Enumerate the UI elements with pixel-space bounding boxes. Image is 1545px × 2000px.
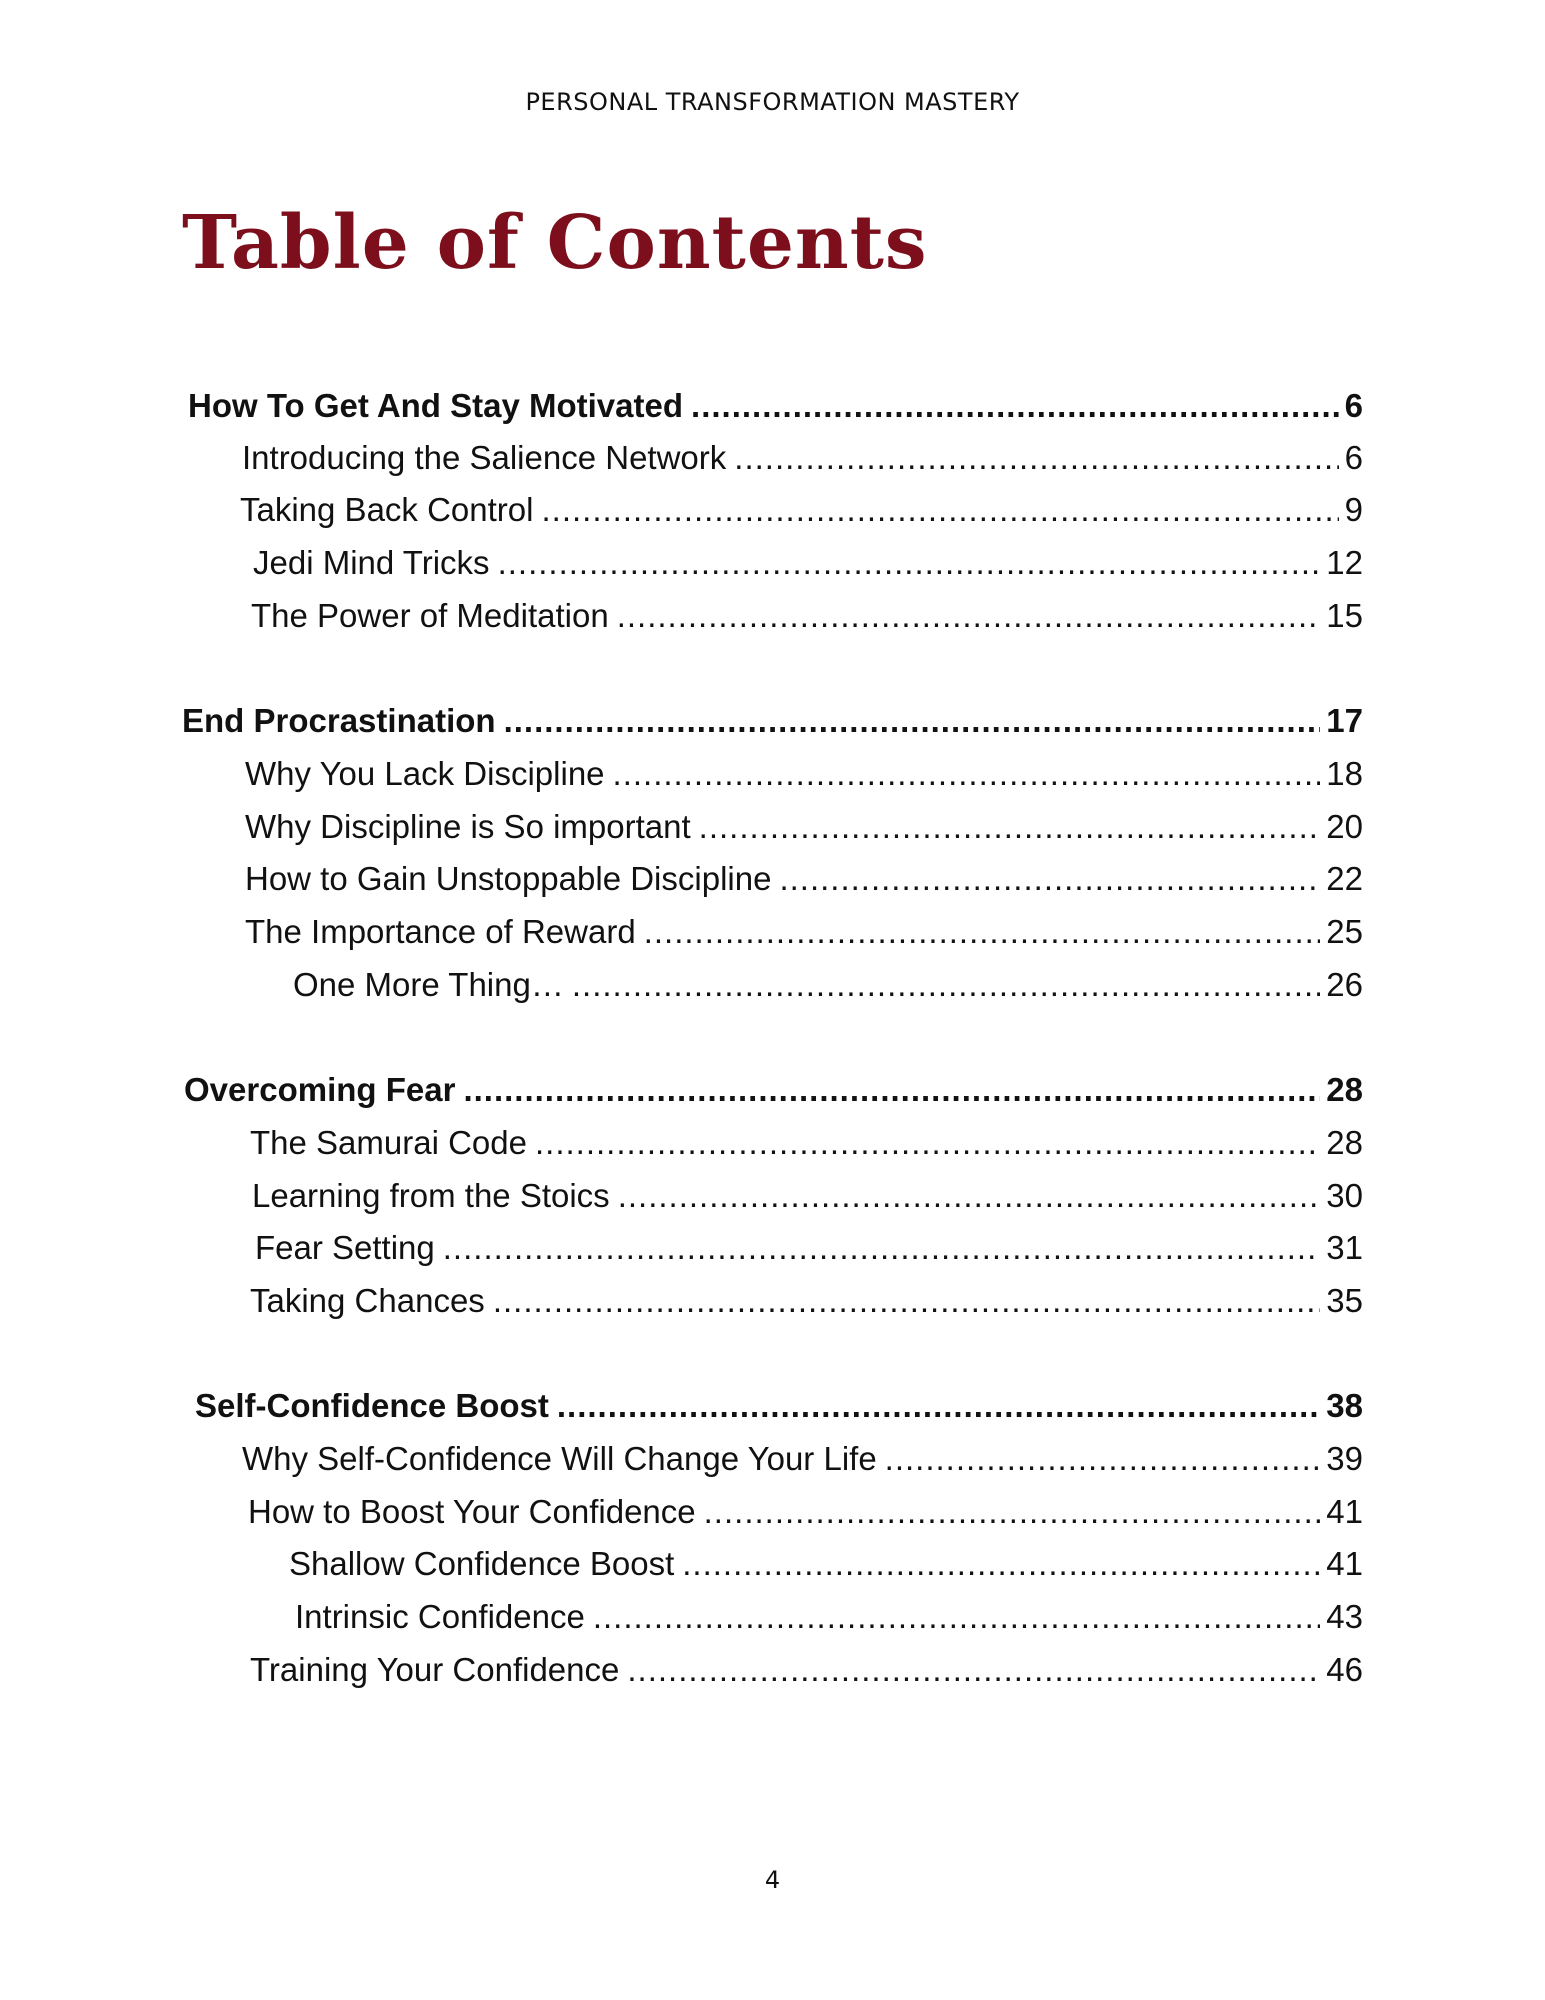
toc-entry-title: Jedi Mind Tricks <box>253 544 490 581</box>
toc-leader-dots <box>493 1275 1320 1327</box>
toc-leader-dots <box>613 748 1321 800</box>
toc-entry[interactable] <box>245 801 1363 853</box>
toc-entry-page: 43 <box>1326 1598 1363 1635</box>
toc-leader-dots <box>593 1591 1320 1643</box>
toc-entry[interactable] <box>195 1380 1363 1432</box>
toc-entry[interactable] <box>253 537 1363 589</box>
toc-entry-title: Self-Confidence Boost <box>195 1387 549 1424</box>
toc-entry-page: 26 <box>1326 966 1363 1003</box>
toc-leader-dots <box>535 1117 1320 1169</box>
toc-entry-page: 25 <box>1326 913 1363 950</box>
toc-entry[interactable] <box>242 1433 1363 1485</box>
toc-entry-page: 41 <box>1326 1493 1363 1530</box>
toc-leader-dots <box>779 853 1320 905</box>
toc-entry-title: Training Your Confidence <box>250 1651 620 1688</box>
toc-entry[interactable] <box>250 1275 1363 1327</box>
toc-entry[interactable] <box>250 1117 1363 1169</box>
toc-leader-dots <box>627 1644 1320 1696</box>
toc-entry-title: Learning from the Stoics <box>252 1177 610 1214</box>
toc-entry-title: How To Get And Stay Motivated <box>188 387 684 424</box>
toc-entry-title: Why Discipline is So important <box>245 808 691 845</box>
toc-leader-dots <box>463 1064 1320 1116</box>
toc-entry[interactable] <box>242 432 1363 484</box>
toc-leader-dots <box>617 590 1321 642</box>
toc-leader-dots <box>704 1486 1321 1538</box>
toc-leader-dots <box>498 537 1321 589</box>
toc-entry-title: Taking Back Control <box>240 491 534 528</box>
toc-entry[interactable] <box>245 906 1363 958</box>
toc-entry-title: The Importance of Reward <box>245 913 636 950</box>
page-title: Table of Contents <box>182 200 928 286</box>
toc-entry[interactable] <box>240 484 1363 536</box>
toc-entry-page: 17 <box>1326 702 1363 739</box>
toc-entry-page: 15 <box>1326 597 1363 634</box>
toc-leader-dots <box>682 1538 1320 1590</box>
toc-leader-dots <box>734 432 1338 484</box>
toc-entry[interactable] <box>295 1591 1363 1643</box>
toc-leader-dots <box>691 380 1339 432</box>
toc-entry[interactable] <box>255 1222 1363 1274</box>
toc-entry-page: 20 <box>1326 808 1363 845</box>
toc-entry-title: Why Self-Confidence Will Change Your Life <box>242 1440 877 1477</box>
page-number: 4 <box>764 1866 781 1894</box>
toc-entry[interactable] <box>245 748 1363 800</box>
toc-entry-page: 18 <box>1326 755 1363 792</box>
toc-entry-title: End Procrastination <box>182 702 496 739</box>
toc-entry-page: 12 <box>1326 544 1363 581</box>
toc-entry[interactable] <box>251 590 1363 642</box>
toc-entry-page: 28 <box>1326 1124 1363 1161</box>
toc-entry-page: 28 <box>1326 1071 1363 1108</box>
toc-entry[interactable] <box>184 1064 1363 1116</box>
toc-entry-title: Taking Chances <box>250 1282 485 1319</box>
toc-leader-dots <box>618 1170 1321 1222</box>
toc-entry-page: 38 <box>1326 1387 1363 1424</box>
toc-leader-dots <box>541 484 1338 536</box>
toc-leader-dots <box>699 801 1321 853</box>
toc-entry-page: 6 <box>1344 387 1363 424</box>
toc-entry-title: Fear Setting <box>255 1229 435 1266</box>
running-header: PERSONAL TRANSFORMATION MASTERY <box>525 88 1020 116</box>
toc-entry-title: How to Boost Your Confidence <box>248 1493 696 1530</box>
toc-entry-title: The Power of Meditation <box>251 597 609 634</box>
toc-entry[interactable] <box>252 1170 1363 1222</box>
toc-entry-title: Why You Lack Discipline <box>245 755 605 792</box>
toc-leader-dots <box>644 906 1321 958</box>
toc-entry-title: The Samurai Code <box>250 1124 527 1161</box>
toc-entry-page: 6 <box>1344 439 1363 476</box>
toc-entry-page: 31 <box>1326 1229 1363 1266</box>
toc-entry[interactable] <box>250 1644 1363 1696</box>
toc-leader-dots <box>557 1380 1320 1432</box>
toc-entry-page: 30 <box>1326 1177 1363 1214</box>
toc-entry[interactable] <box>248 1486 1363 1538</box>
toc-leader-dots <box>504 695 1321 747</box>
toc-entry[interactable] <box>289 1538 1363 1590</box>
toc-entry-page: 35 <box>1326 1282 1363 1319</box>
toc-entry-title: Overcoming Fear <box>184 1071 456 1108</box>
toc-entry[interactable] <box>182 695 1363 747</box>
toc-entry-page: 39 <box>1326 1440 1363 1477</box>
toc-entry[interactable] <box>245 853 1363 905</box>
toc-entry[interactable] <box>293 959 1363 1011</box>
toc-entry-page: 22 <box>1326 860 1363 897</box>
toc-leader-dots <box>885 1433 1321 1485</box>
toc-entry-title: How to Gain Unstoppable Discipline <box>245 860 772 897</box>
toc-entry-title: Intrinsic Confidence <box>295 1598 585 1635</box>
toc-entry-page: 9 <box>1344 491 1363 528</box>
toc-entry[interactable] <box>188 380 1363 432</box>
toc-leader-dots <box>572 959 1320 1011</box>
toc-entry-page: 41 <box>1326 1545 1363 1582</box>
toc-entry-title: One More Thing… <box>293 966 564 1003</box>
toc-entry-title: Shallow Confidence Boost <box>289 1545 675 1582</box>
toc-leader-dots <box>443 1222 1321 1274</box>
toc-entry-page: 46 <box>1326 1651 1363 1688</box>
toc-entry-title: Introducing the Salience Network <box>242 439 727 476</box>
